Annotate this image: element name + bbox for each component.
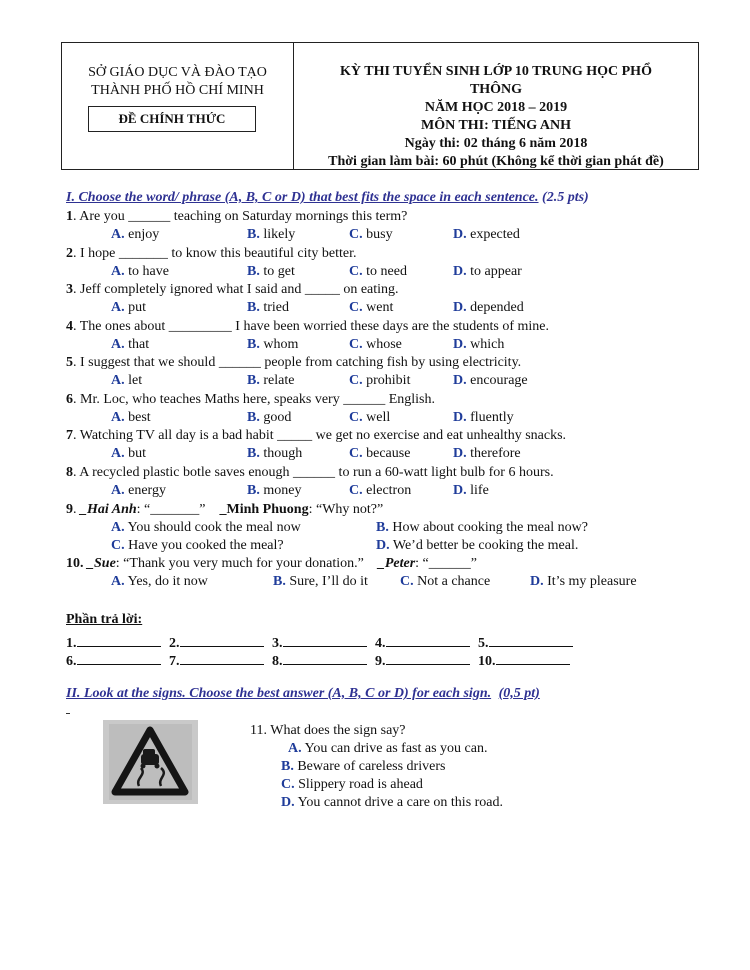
blank-line [77, 650, 161, 665]
question-text: . I suggest that we should ______ people from catching fish by using electricity. [73, 355, 522, 370]
q3-option-d[interactable]: D. depended [453, 300, 524, 315]
q6-option-c[interactable]: C. well [349, 410, 391, 425]
question-7 [66, 427, 566, 445]
q5-option-b[interactable]: B. relate [247, 373, 295, 388]
q1-option-b[interactable]: B. likely [247, 227, 296, 242]
question-number: 2 [66, 246, 73, 261]
subject: MÔN THI: TIẾNG ANH [420, 118, 571, 133]
blank-line [386, 632, 470, 647]
answer-section-title: Phần trả lời: [66, 612, 143, 627]
blank-line [283, 650, 367, 665]
q2-option-c[interactable]: C. to need [349, 264, 407, 279]
speaker-2: Minh Phuong [226, 502, 309, 517]
answer-blank-1[interactable]: 1. [66, 632, 161, 652]
exam-date: Ngày thi: 02 tháng 6 năm 2018 [404, 136, 588, 151]
question-text: . The ones about _________ I have been worried these days are the students of mine. [73, 319, 549, 334]
question-text: . Watching TV all day is a bad habit _____ we get no exercise and eat unhealthy snacks. [73, 428, 567, 443]
section-1-title [66, 190, 589, 206]
q9-option-b[interactable]: B. How about cooking the meal now? [376, 520, 588, 535]
q2-option-b[interactable]: B. to get [247, 264, 295, 279]
question-text: . I hope _______ to know this beautiful city better. [73, 246, 357, 261]
q9-option-c[interactable]: C. Have you cooked the meal? [111, 538, 284, 553]
q10-option-b[interactable]: B. Sure, I’ll do it [273, 574, 368, 589]
blank-line [77, 632, 161, 647]
slippery-road-icon [103, 720, 198, 804]
answer-blank-10[interactable]: 10. [478, 650, 570, 670]
question-number: 10. [66, 556, 84, 571]
question-number: 8 [66, 465, 73, 480]
q5-option-d[interactable]: D. encourage [453, 373, 528, 388]
q1-option-d[interactable]: D. expected [453, 227, 520, 242]
q7-option-a[interactable]: A. but [111, 446, 147, 461]
section-2-title [66, 686, 540, 702]
q1-option-c[interactable]: C. busy [349, 227, 393, 242]
exam-title-line-2: THÔNG [469, 82, 523, 97]
q3-option-c[interactable]: C. went [349, 300, 394, 315]
question-number: 5 [66, 355, 73, 370]
q4-option-b[interactable]: B. whom [247, 337, 299, 352]
section-1-points: (2.5 pts) [542, 190, 589, 205]
question-2 [66, 245, 356, 263]
q4-option-d[interactable]: D. which [453, 337, 505, 352]
answer-blank-6[interactable]: 6. [66, 650, 161, 670]
q5-option-a[interactable]: A. let [111, 373, 143, 388]
q3-option-a[interactable]: A. put [111, 300, 147, 315]
speaker-2: Peter [384, 556, 416, 571]
answer-blank-2[interactable]: 2. [169, 632, 264, 652]
slippery-road-sign-image [103, 720, 198, 804]
blank-line [386, 650, 470, 665]
q7-option-c[interactable]: C. because [349, 446, 411, 461]
department-line-1: SỞ GIÁO DỤC VÀ ĐÀO TẠO [88, 65, 267, 80]
speaker-2-line: : “Why not?” [308, 502, 384, 517]
department-line-2: THÀNH PHỐ HỒ CHÍ MINH [91, 83, 264, 98]
speaker-1-line: : “_______” [136, 502, 206, 517]
question-11: 11. What does the sign say? [250, 723, 406, 738]
duration: Thời gian làm bài: 60 phút (Không kể thời gian phát đề) [328, 154, 664, 169]
speaker-1: Sue [94, 556, 116, 571]
blank-line [283, 632, 367, 647]
q4-option-a[interactable]: A. that [111, 337, 150, 352]
q8-option-a[interactable]: A. energy [111, 483, 166, 498]
official-label: ĐỀ CHÍNH THỨC [88, 106, 256, 132]
question-4 [66, 318, 549, 336]
answer-blank-4[interactable]: 4. [375, 632, 470, 652]
q2-option-d[interactable]: D. to appear [453, 264, 522, 279]
section-2-title-text: II. Look at the signs. Choose the best answer (A, B, C or D) for each sign. [66, 686, 492, 701]
q9-option-d[interactable]: D. We’d better be cooking the meal. [376, 538, 579, 553]
q2-option-a[interactable]: A. to have [111, 264, 169, 279]
q10-option-a[interactable]: A. Yes, do it now [111, 574, 208, 589]
blank-line [496, 650, 570, 665]
q1-option-a[interactable]: A. enjoy [111, 227, 160, 242]
question-number: 9 [66, 502, 73, 517]
blank-line [180, 650, 264, 665]
q7-option-d[interactable]: D. therefore [453, 446, 521, 461]
question-text: . Mr. Loc, who teaches Maths here, speaks very ______ English. [73, 392, 435, 407]
q7-option-b[interactable]: B. though [247, 446, 303, 461]
answer-blank-9[interactable]: 9. [375, 650, 470, 670]
q4-option-c[interactable]: C. whose [349, 337, 402, 352]
stray-mark [66, 713, 70, 714]
question-number: 1 [66, 209, 73, 224]
q10-option-c[interactable]: C. Not a chance [400, 574, 491, 589]
answer-blank-3[interactable]: 3. [272, 632, 367, 652]
question-10: 10. _Sue: “Thank you very much for your donation.” _Peter: “______” [66, 556, 477, 571]
question-number: 4 [66, 319, 73, 334]
q8-option-b[interactable]: B. money [247, 483, 302, 498]
blank-line [489, 632, 573, 647]
q6-option-d[interactable]: D. fluently [453, 410, 514, 425]
q8-option-c[interactable]: C. electron [349, 483, 412, 498]
q11-option-d[interactable]: D. You cannot drive a care on this road. [281, 795, 504, 810]
q3-option-b[interactable]: B. tried [247, 300, 289, 315]
answer-blank-7[interactable]: 7. [169, 650, 264, 670]
question-number: 3 [66, 282, 73, 297]
q11-option-c[interactable]: C. Slippery road is ahead [281, 777, 423, 792]
question-8 [66, 464, 554, 482]
section-2-points: (0,5 pt) [498, 686, 540, 701]
q11-option-a[interactable]: A. You can drive as fast as you can. [288, 741, 488, 756]
exam-header [61, 42, 699, 170]
question-text: . Are you ______ teaching on Saturday mornings this term? [73, 209, 408, 224]
q11-option-b[interactable]: B. Beware of careless drivers [281, 759, 446, 774]
answer-blank-5[interactable]: 5. [478, 632, 573, 652]
department-block [62, 43, 294, 169]
speaker-1: Hai Anh [87, 502, 137, 517]
q9-option-a[interactable]: A. You should cook the meal now [111, 520, 301, 535]
question-number: 7 [66, 428, 73, 443]
school-year: NĂM HỌC 2018 – 2019 [424, 100, 568, 115]
speaker-2-line: : “______” [415, 556, 477, 571]
q6-option-b[interactable]: B. good [247, 410, 292, 425]
exam-title-line-1: KỲ THI TUYỂN SINH LỚP 10 TRUNG HỌC PHỔ [340, 64, 652, 79]
question-3 [66, 281, 399, 299]
question-9: 9. _Hai Anh: “_______” _Minh Phuong: “Why not?” [66, 502, 384, 517]
answer-blank-8[interactable]: 8. [272, 650, 367, 670]
question-text: . Jeff completely ignored what I said and _____ on eating. [73, 282, 399, 297]
speaker-1-line: : “Thank you very much for your donation.” [115, 556, 364, 571]
q10-option-d[interactable]: D. It’s my pleasure [530, 574, 637, 589]
q6-option-a[interactable]: A. best [111, 410, 151, 425]
q5-option-c[interactable]: C. prohibit [349, 373, 411, 388]
section-1-title-text: I. Choose the word/ phrase (A, B, C or D) that best fits the space in each sentence. [66, 190, 539, 205]
blank-line [180, 632, 264, 647]
question-number: 6 [66, 392, 73, 407]
question-text: . A recycled plastic botle saves enough ______ to run a 60-watt light bulb for 6 hours. [73, 465, 554, 480]
question-1 [66, 208, 407, 226]
exam-info-block [294, 43, 698, 169]
q8-option-d[interactable]: D. life [453, 483, 489, 498]
question-6 [66, 391, 435, 409]
question-5 [66, 354, 521, 372]
